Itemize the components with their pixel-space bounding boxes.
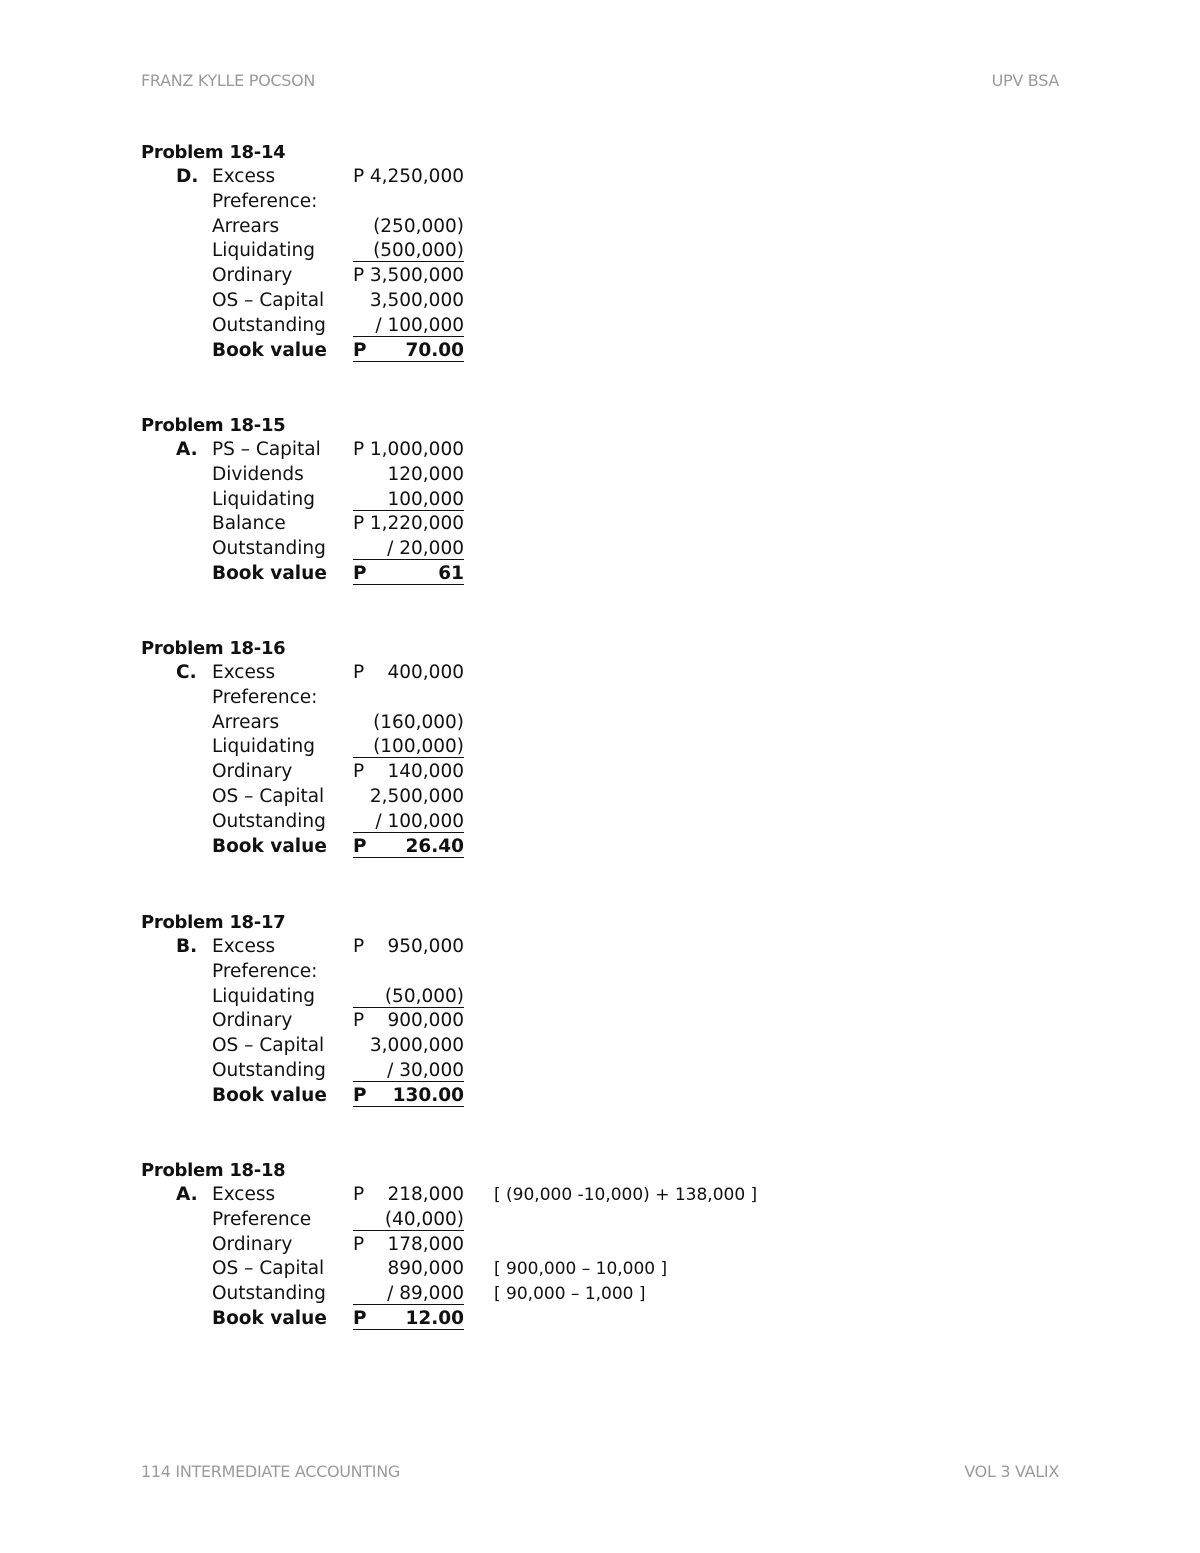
header-author: FRANZ KYLLE POCSON: [141, 71, 316, 90]
book-value-amount: [353, 1307, 464, 1330]
computation-note: [ 90,000 – 1,000 ]: [494, 1284, 646, 1305]
row-label: Excess: [212, 166, 276, 187]
amount-value: 218,000: [387, 1184, 464, 1205]
row-label: Outstanding: [212, 538, 326, 560]
currency: P: [353, 439, 365, 460]
book-value-label: Book value: [212, 562, 327, 584]
row-label: Outstanding: [212, 314, 326, 336]
currency: P: [353, 662, 365, 683]
currency: P: [353, 761, 365, 783]
book-value-amount: [353, 562, 464, 585]
row-label: Arrears: [212, 215, 280, 237]
amount-value: / 89,000: [387, 1283, 464, 1305]
amount-value: 3,500,000: [369, 289, 464, 311]
amount-value: 61: [438, 562, 464, 584]
currency: P: [353, 835, 367, 857]
row-label: OS – Capital: [212, 289, 325, 311]
row-label: Preference:: [212, 686, 318, 708]
amount-value: (500,000): [373, 240, 464, 262]
row-amount: [353, 735, 464, 758]
row-label: Preference: [212, 1208, 312, 1230]
book-value-label: Book value: [212, 339, 327, 361]
row-amount: [353, 1059, 464, 1082]
problem-title: Problem 18-18: [141, 1160, 286, 1181]
row-label: Preference:: [212, 960, 318, 982]
problem-title: Problem 18-16: [141, 638, 286, 659]
currency: P: [353, 562, 367, 584]
row-label: Excess: [212, 662, 276, 683]
book-value-label: Book value: [212, 1307, 327, 1329]
row-label: Ordinary: [212, 1010, 293, 1032]
book-value-amount: [353, 1084, 464, 1107]
problem-title: Problem 18-14: [141, 142, 286, 163]
currency: P: [353, 936, 365, 957]
row-amount: [353, 488, 464, 511]
amount-value: 1,220,000: [369, 513, 464, 535]
row-label: OS – Capital: [212, 785, 325, 807]
row-amount: [353, 239, 464, 262]
problem-18-18: [141, 1159, 841, 1332]
row-amount: [353, 985, 464, 1008]
row-label: Balance: [212, 513, 286, 535]
amount-value: 950,000: [387, 936, 464, 957]
answer-letter: A.: [176, 439, 198, 460]
currency: P: [353, 1307, 367, 1329]
row-label: Outstanding: [212, 1283, 326, 1305]
book-value-label: Book value: [212, 835, 327, 857]
answer-letter: A.: [176, 1184, 198, 1205]
amount-value: 4,250,000: [369, 166, 464, 187]
computation-note: [ 900,000 – 10,000 ]: [494, 1259, 668, 1280]
problem-18-14: [141, 141, 841, 363]
row-amount: [353, 810, 464, 833]
amount-value: 178,000: [387, 1233, 464, 1255]
amount-value: 100,000: [387, 488, 464, 510]
amount-value: (160,000): [373, 711, 464, 733]
amount-value: (100,000): [373, 736, 464, 758]
row-label: OS – Capital: [212, 1035, 325, 1057]
row-label: Preference:: [212, 190, 318, 212]
problem-18-15: [141, 414, 841, 587]
footer-page-title: 114 INTERMEDIATE ACCOUNTING: [141, 1462, 400, 1481]
row-label: Dividends: [212, 463, 304, 485]
amount-value: (40,000): [384, 1208, 464, 1230]
row-label: Ordinary: [212, 265, 293, 287]
amount-value: 890,000: [387, 1258, 464, 1280]
row-label: Arrears: [212, 711, 280, 733]
currency: P: [353, 1184, 365, 1205]
problem-title: Problem 18-15: [141, 415, 286, 436]
row-label: Outstanding: [212, 810, 326, 832]
answer-letter: D.: [176, 166, 199, 187]
book-value-label: Book value: [212, 1084, 327, 1106]
amount-value: 70.00: [405, 339, 464, 361]
row-label: Ordinary: [212, 1233, 293, 1255]
problem-18-17: [141, 911, 841, 1109]
problem-title: Problem 18-17: [141, 912, 286, 933]
row-label: Ordinary: [212, 761, 293, 783]
amount-value: 400,000: [387, 662, 464, 683]
book-value-amount: [353, 339, 464, 362]
amount-value: (250,000): [373, 215, 464, 237]
amount-value: 3,000,000: [369, 1035, 464, 1057]
amount-value: / 100,000: [375, 314, 464, 336]
amount-value: 120,000: [387, 463, 464, 485]
amount-value: 900,000: [387, 1010, 464, 1032]
row-label: Liquidating: [212, 488, 315, 510]
row-label: Liquidating: [212, 985, 315, 1007]
amount-value: / 100,000: [375, 810, 464, 832]
currency: P: [353, 265, 365, 287]
currency: P: [353, 339, 367, 361]
problem-18-16: [141, 637, 841, 859]
row-label: PS – Capital: [212, 439, 321, 460]
row-label: Liquidating: [212, 736, 315, 758]
row-amount: [353, 537, 464, 560]
currency: P: [353, 166, 365, 187]
currency: P: [353, 513, 365, 535]
currency: P: [353, 1233, 365, 1255]
amount-value: 26.40: [405, 835, 464, 857]
currency: P: [353, 1084, 367, 1106]
amount-value: 3,500,000: [369, 265, 464, 287]
footer-volume: VOL 3 VALIX: [964, 1462, 1059, 1481]
row-amount: [353, 1282, 464, 1305]
row-label: Liquidating: [212, 240, 315, 262]
header-school: UPV BSA: [991, 71, 1059, 90]
computation-note: [ (90,000 -10,000) + 138,000 ]: [494, 1185, 758, 1205]
row-amount: [353, 314, 464, 337]
amount-value: 130.00: [392, 1084, 464, 1106]
amount-value: (50,000): [384, 985, 464, 1007]
row-label: Excess: [212, 936, 276, 957]
row-label: Outstanding: [212, 1059, 326, 1081]
row-label: OS – Capital: [212, 1258, 325, 1280]
amount-value: 2,500,000: [369, 785, 464, 807]
amount-value: / 20,000: [387, 538, 464, 560]
row-amount: [353, 1208, 464, 1231]
row-label: Excess: [212, 1184, 276, 1205]
currency: P: [353, 1010, 365, 1032]
answer-letter: C.: [176, 662, 197, 683]
amount-value: 12.00: [405, 1307, 464, 1329]
amount-value: 140,000: [387, 761, 464, 783]
answer-letter: B.: [176, 936, 198, 957]
book-value-amount: [353, 835, 464, 858]
amount-value: 1,000,000: [369, 439, 464, 460]
amount-value: / 30,000: [387, 1059, 464, 1081]
